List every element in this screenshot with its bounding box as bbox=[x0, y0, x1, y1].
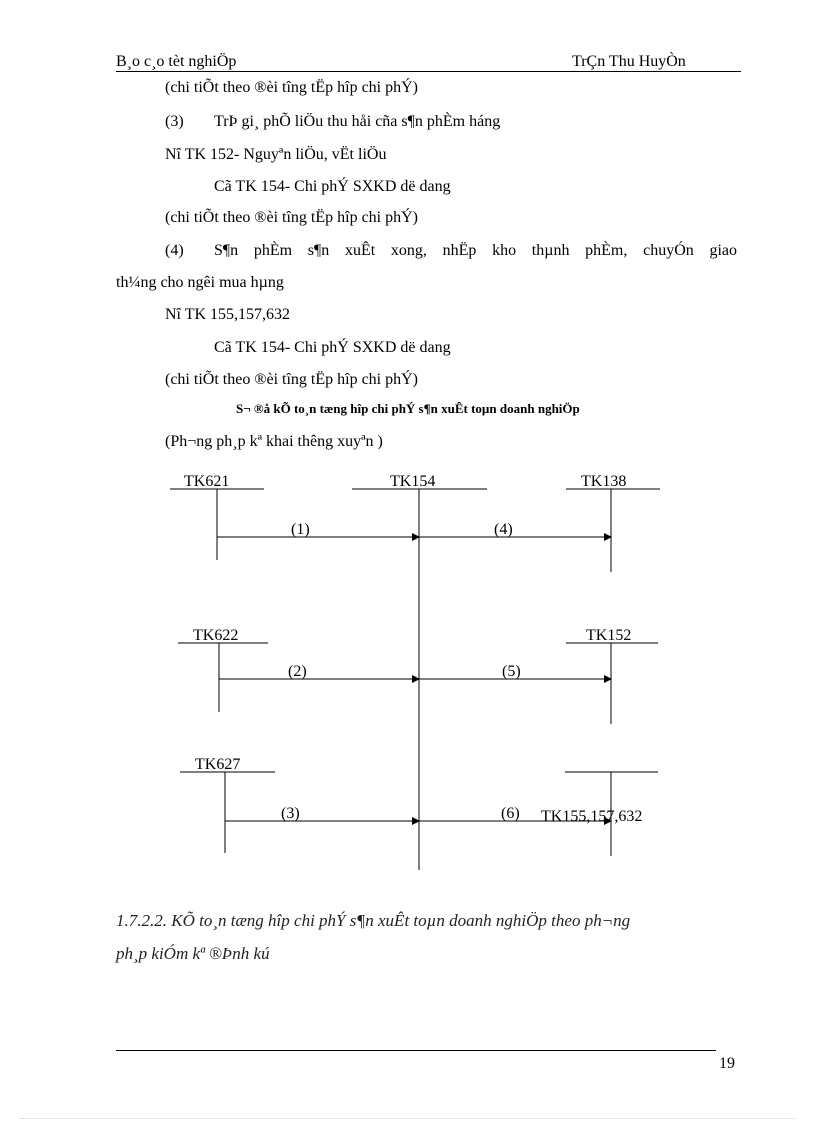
body-line: th¼ng cho ngêi mua hµng bbox=[116, 274, 284, 291]
item-number: (4) bbox=[165, 242, 184, 259]
header-right: TrÇn Thu HuyÒn bbox=[572, 53, 686, 70]
arrow-5-label: (5) bbox=[502, 663, 521, 680]
arrow-6-label: (6) bbox=[501, 805, 520, 822]
tk154-label: TK154 bbox=[390, 473, 436, 490]
tk138-label: TK138 bbox=[581, 473, 627, 490]
tk627-label: TK627 bbox=[195, 756, 241, 773]
section-heading-line2: ph¸p kiÓm kª ®Þnh kú bbox=[116, 944, 270, 963]
arrow-1-label: (1) bbox=[291, 521, 310, 538]
diagram-title: S¬ ®å kÕ to¸n tæng hîp chi phÝ s¶n xuÊt toµn doanh nghiÖp bbox=[236, 401, 580, 416]
tk621-label: TK621 bbox=[184, 473, 230, 490]
body-line: (chi tiÕt theo ®èi tîng tËp hîp chi phÝ) bbox=[165, 371, 418, 388]
diagram-subtitle: (Ph¬ng ph¸p kª khai thêng xuyªn ) bbox=[165, 433, 383, 450]
footer-rule bbox=[116, 1050, 716, 1051]
arrow-3-label: (3) bbox=[281, 805, 300, 822]
body-line: (chi tiÕt theo ®èi tîng tËp hîp chi phÝ) bbox=[165, 209, 418, 226]
item-number: (3) bbox=[165, 113, 184, 130]
page-edge bbox=[20, 1118, 796, 1119]
tk155-label: TK155,157,632 bbox=[541, 808, 643, 825]
body-line: TrÞ gi¸ phÕ liÖu thu håi cña s¶n phÈm háng bbox=[214, 113, 501, 130]
body-line: Cã TK 154- Chi phÝ SXKD dë dang bbox=[214, 339, 451, 356]
body-line: S¶n phÈm s¶n xuÊt xong, nhËp kho thµnh phÈm, chuyÓn giao bbox=[214, 242, 737, 259]
body-line: (chi tiÕt theo ®èi tîng tËp hîp chi phÝ) bbox=[165, 79, 418, 96]
page-number: 19 bbox=[719, 1055, 735, 1072]
body-line: Nî TK 155,157,632 bbox=[165, 306, 291, 323]
tk622-label: TK622 bbox=[193, 627, 239, 644]
section-heading-line1: 1.7.2.2. KÕ to¸n tæng hîp chi phÝ s¶n xuÊt toµn doanh nghiÖp theo ph¬ng bbox=[116, 911, 631, 930]
header-left: B¸o c¸o tèt nghiÖp bbox=[116, 53, 237, 70]
tk152-label: TK152 bbox=[586, 627, 632, 644]
body-line: Nî TK 152- Nguyªn liÖu, vËt liÖu bbox=[165, 146, 387, 163]
body-line: Cã TK 154- Chi phÝ SXKD dë dang bbox=[214, 178, 451, 195]
arrow-4-label: (4) bbox=[494, 521, 513, 538]
arrow-2-label: (2) bbox=[288, 663, 307, 680]
